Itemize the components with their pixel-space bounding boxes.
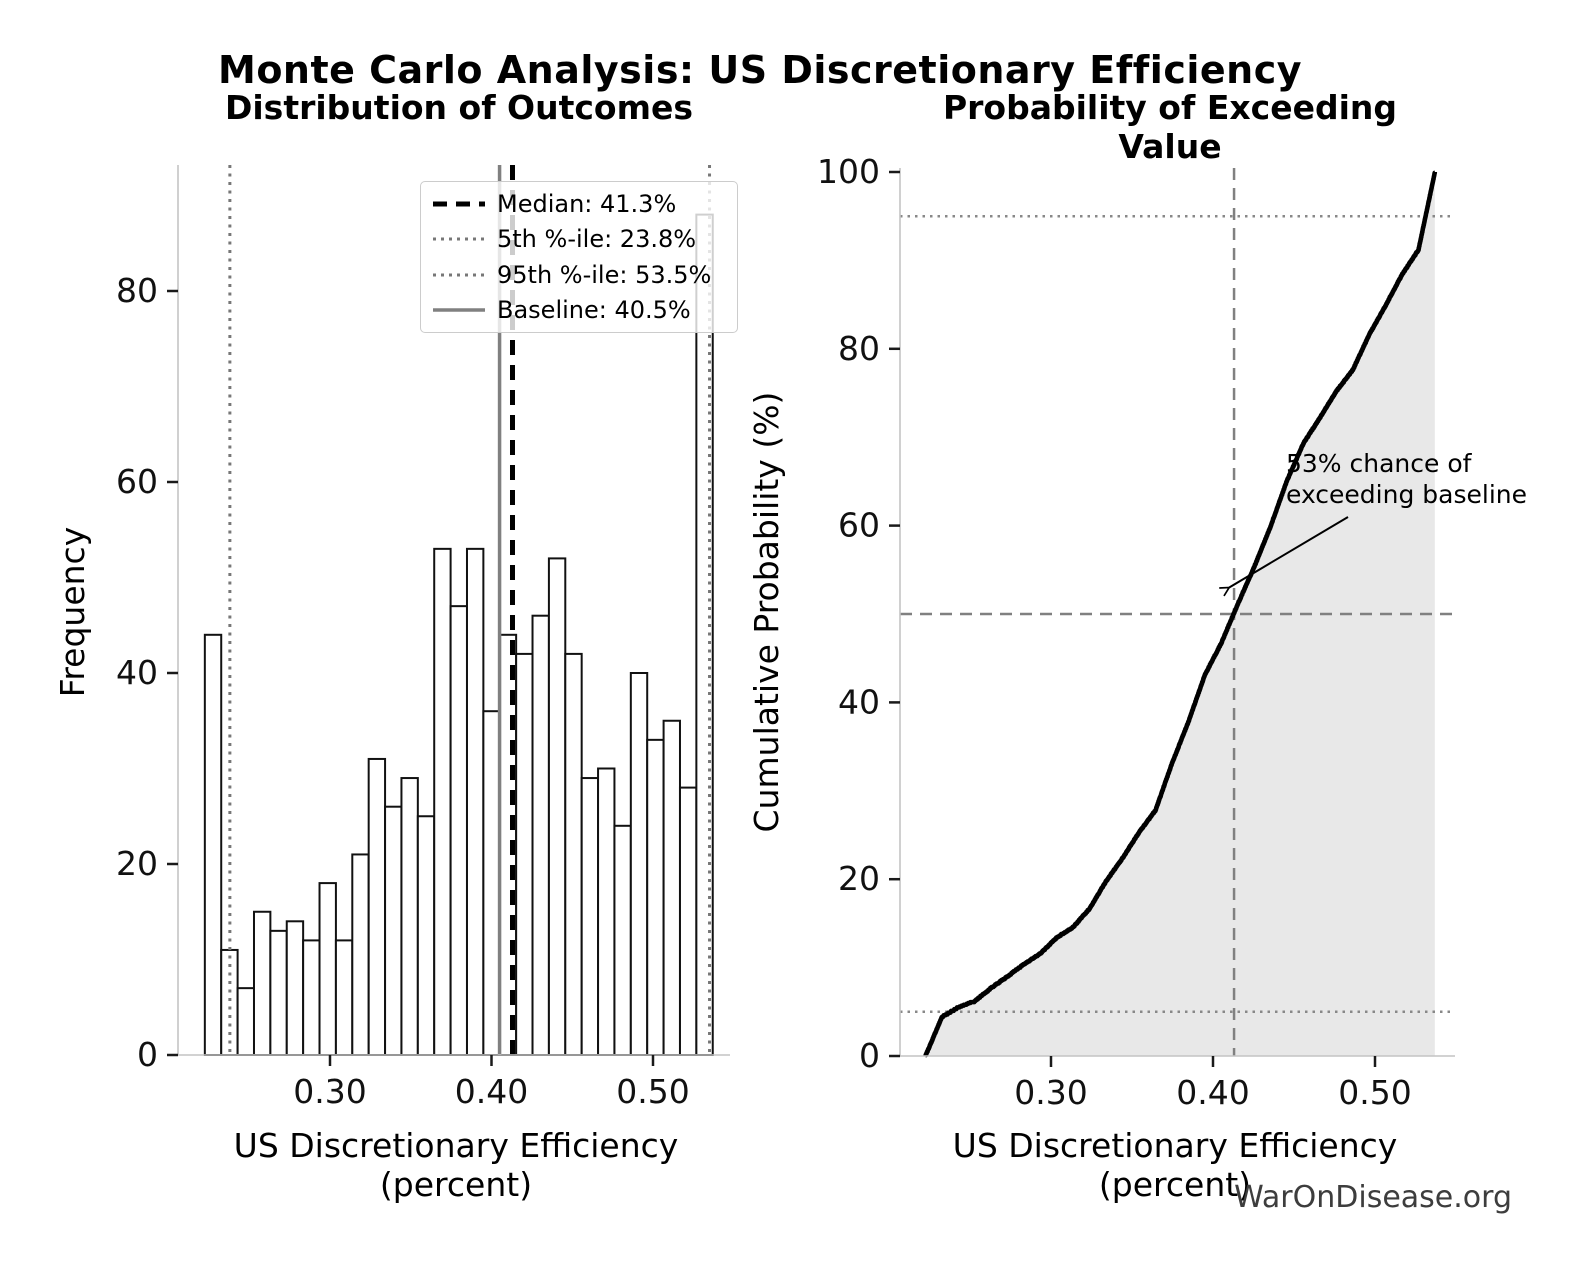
histogram-bar xyxy=(205,635,221,1055)
histogram-bar xyxy=(369,759,385,1055)
cdf-plot xyxy=(817,152,1455,1112)
left-y-axis-label: Frequency xyxy=(53,526,92,698)
histogram-bar xyxy=(483,711,499,1055)
left-plot-x-tick-label: 0.30 xyxy=(293,1072,367,1111)
right-plot-x-tick-label: 0.50 xyxy=(1338,1073,1412,1112)
right-plot-x-tick-label: 0.40 xyxy=(1176,1073,1250,1112)
legend-label-median: Median: 41.3% xyxy=(497,189,677,218)
right-plot-y-tick-label: 0 xyxy=(859,1036,880,1075)
histogram-bar xyxy=(238,988,254,1055)
histogram-bar xyxy=(631,673,647,1055)
histogram-bar xyxy=(401,778,417,1055)
histogram-bar xyxy=(336,940,352,1055)
figure-title: Monte Carlo Analysis: US Discretionary Efficiency xyxy=(218,48,1302,92)
right-y-axis-label: Cumulative Probability (%) xyxy=(747,391,786,833)
legend-item-baseline xyxy=(421,296,737,324)
histogram-bar xyxy=(533,616,549,1055)
annotation-line-2: exceeding baseline xyxy=(1286,480,1527,509)
percentile5-line-sample-icon xyxy=(433,234,485,244)
histogram-bar xyxy=(565,654,581,1055)
histogram-bar xyxy=(303,940,319,1055)
histogram-bar xyxy=(582,778,598,1055)
left-plot-x-tick-label: 0.50 xyxy=(616,1072,690,1111)
baseline-line-sample-icon xyxy=(433,305,485,315)
histogram-bar xyxy=(516,654,532,1055)
watermark: WarOnDisease.org xyxy=(1234,1180,1512,1215)
legend-label-baseline: Baseline: 40.5% xyxy=(497,296,691,325)
histogram-bars xyxy=(205,215,713,1055)
right-plot-y-tick-label: 80 xyxy=(838,328,880,368)
histogram-bar xyxy=(254,912,270,1055)
legend xyxy=(420,181,738,333)
histogram-bar xyxy=(418,816,434,1055)
histogram-bar xyxy=(451,606,467,1055)
histogram-bar xyxy=(287,921,303,1055)
left-plot-title: Distribution of Outcomes xyxy=(224,88,694,127)
histogram-bar xyxy=(270,931,286,1055)
left-x-axis-label: US Discretionary Efficiency (percent) xyxy=(233,1126,679,1204)
legend-item-95th-percentile xyxy=(421,261,737,289)
left-plot-x-tick-label: 0.40 xyxy=(454,1072,529,1111)
left-plot-y-tick-label: 0 xyxy=(137,1035,158,1074)
histogram-bar xyxy=(320,883,336,1055)
histogram-bar xyxy=(385,807,401,1055)
histogram-bar xyxy=(680,788,696,1055)
exceedance-annotation xyxy=(1286,448,1527,510)
legend-label-5th-percentile: 5th %-ile: 23.8% xyxy=(497,225,697,254)
histogram-bar xyxy=(434,549,450,1055)
left-plot-y-tick-label: 80 xyxy=(116,271,158,310)
histogram-bar xyxy=(549,558,565,1055)
left-plot-y-tick-label: 20 xyxy=(116,844,158,883)
percentile95-line-sample-icon xyxy=(433,270,485,280)
legend-label-95th-percentile: 95th %-ile: 53.5% xyxy=(497,260,712,289)
legend-item-5th-percentile xyxy=(421,225,737,253)
right-plot-y-tick-label: 20 xyxy=(838,859,880,899)
right-plot-title: Probability of Exceeding Value xyxy=(942,88,1398,166)
median-line-sample-icon xyxy=(433,199,485,209)
histogram-bar xyxy=(664,721,680,1055)
right-x-axis-label: US Discretionary Efficiency (percent) xyxy=(952,1126,1398,1204)
histogram-bar xyxy=(352,854,368,1055)
right-plot-y-tick-label: 100 xyxy=(817,152,880,191)
right-plot-y-tick-label: 40 xyxy=(838,682,880,722)
right-plot-y-tick-label: 60 xyxy=(838,505,880,545)
left-plot-y-tick-label: 40 xyxy=(116,653,158,692)
histogram-bar xyxy=(614,826,630,1055)
left-plot-y-tick-label: 60 xyxy=(116,462,158,501)
annotation-line-1: 53% chance of xyxy=(1286,449,1472,478)
histogram-bar xyxy=(647,740,663,1055)
right-plot-x-tick-label: 0.30 xyxy=(1014,1073,1088,1112)
legend-item-median xyxy=(421,190,737,218)
histogram-bar xyxy=(467,549,483,1055)
histogram-bar xyxy=(598,769,614,1056)
